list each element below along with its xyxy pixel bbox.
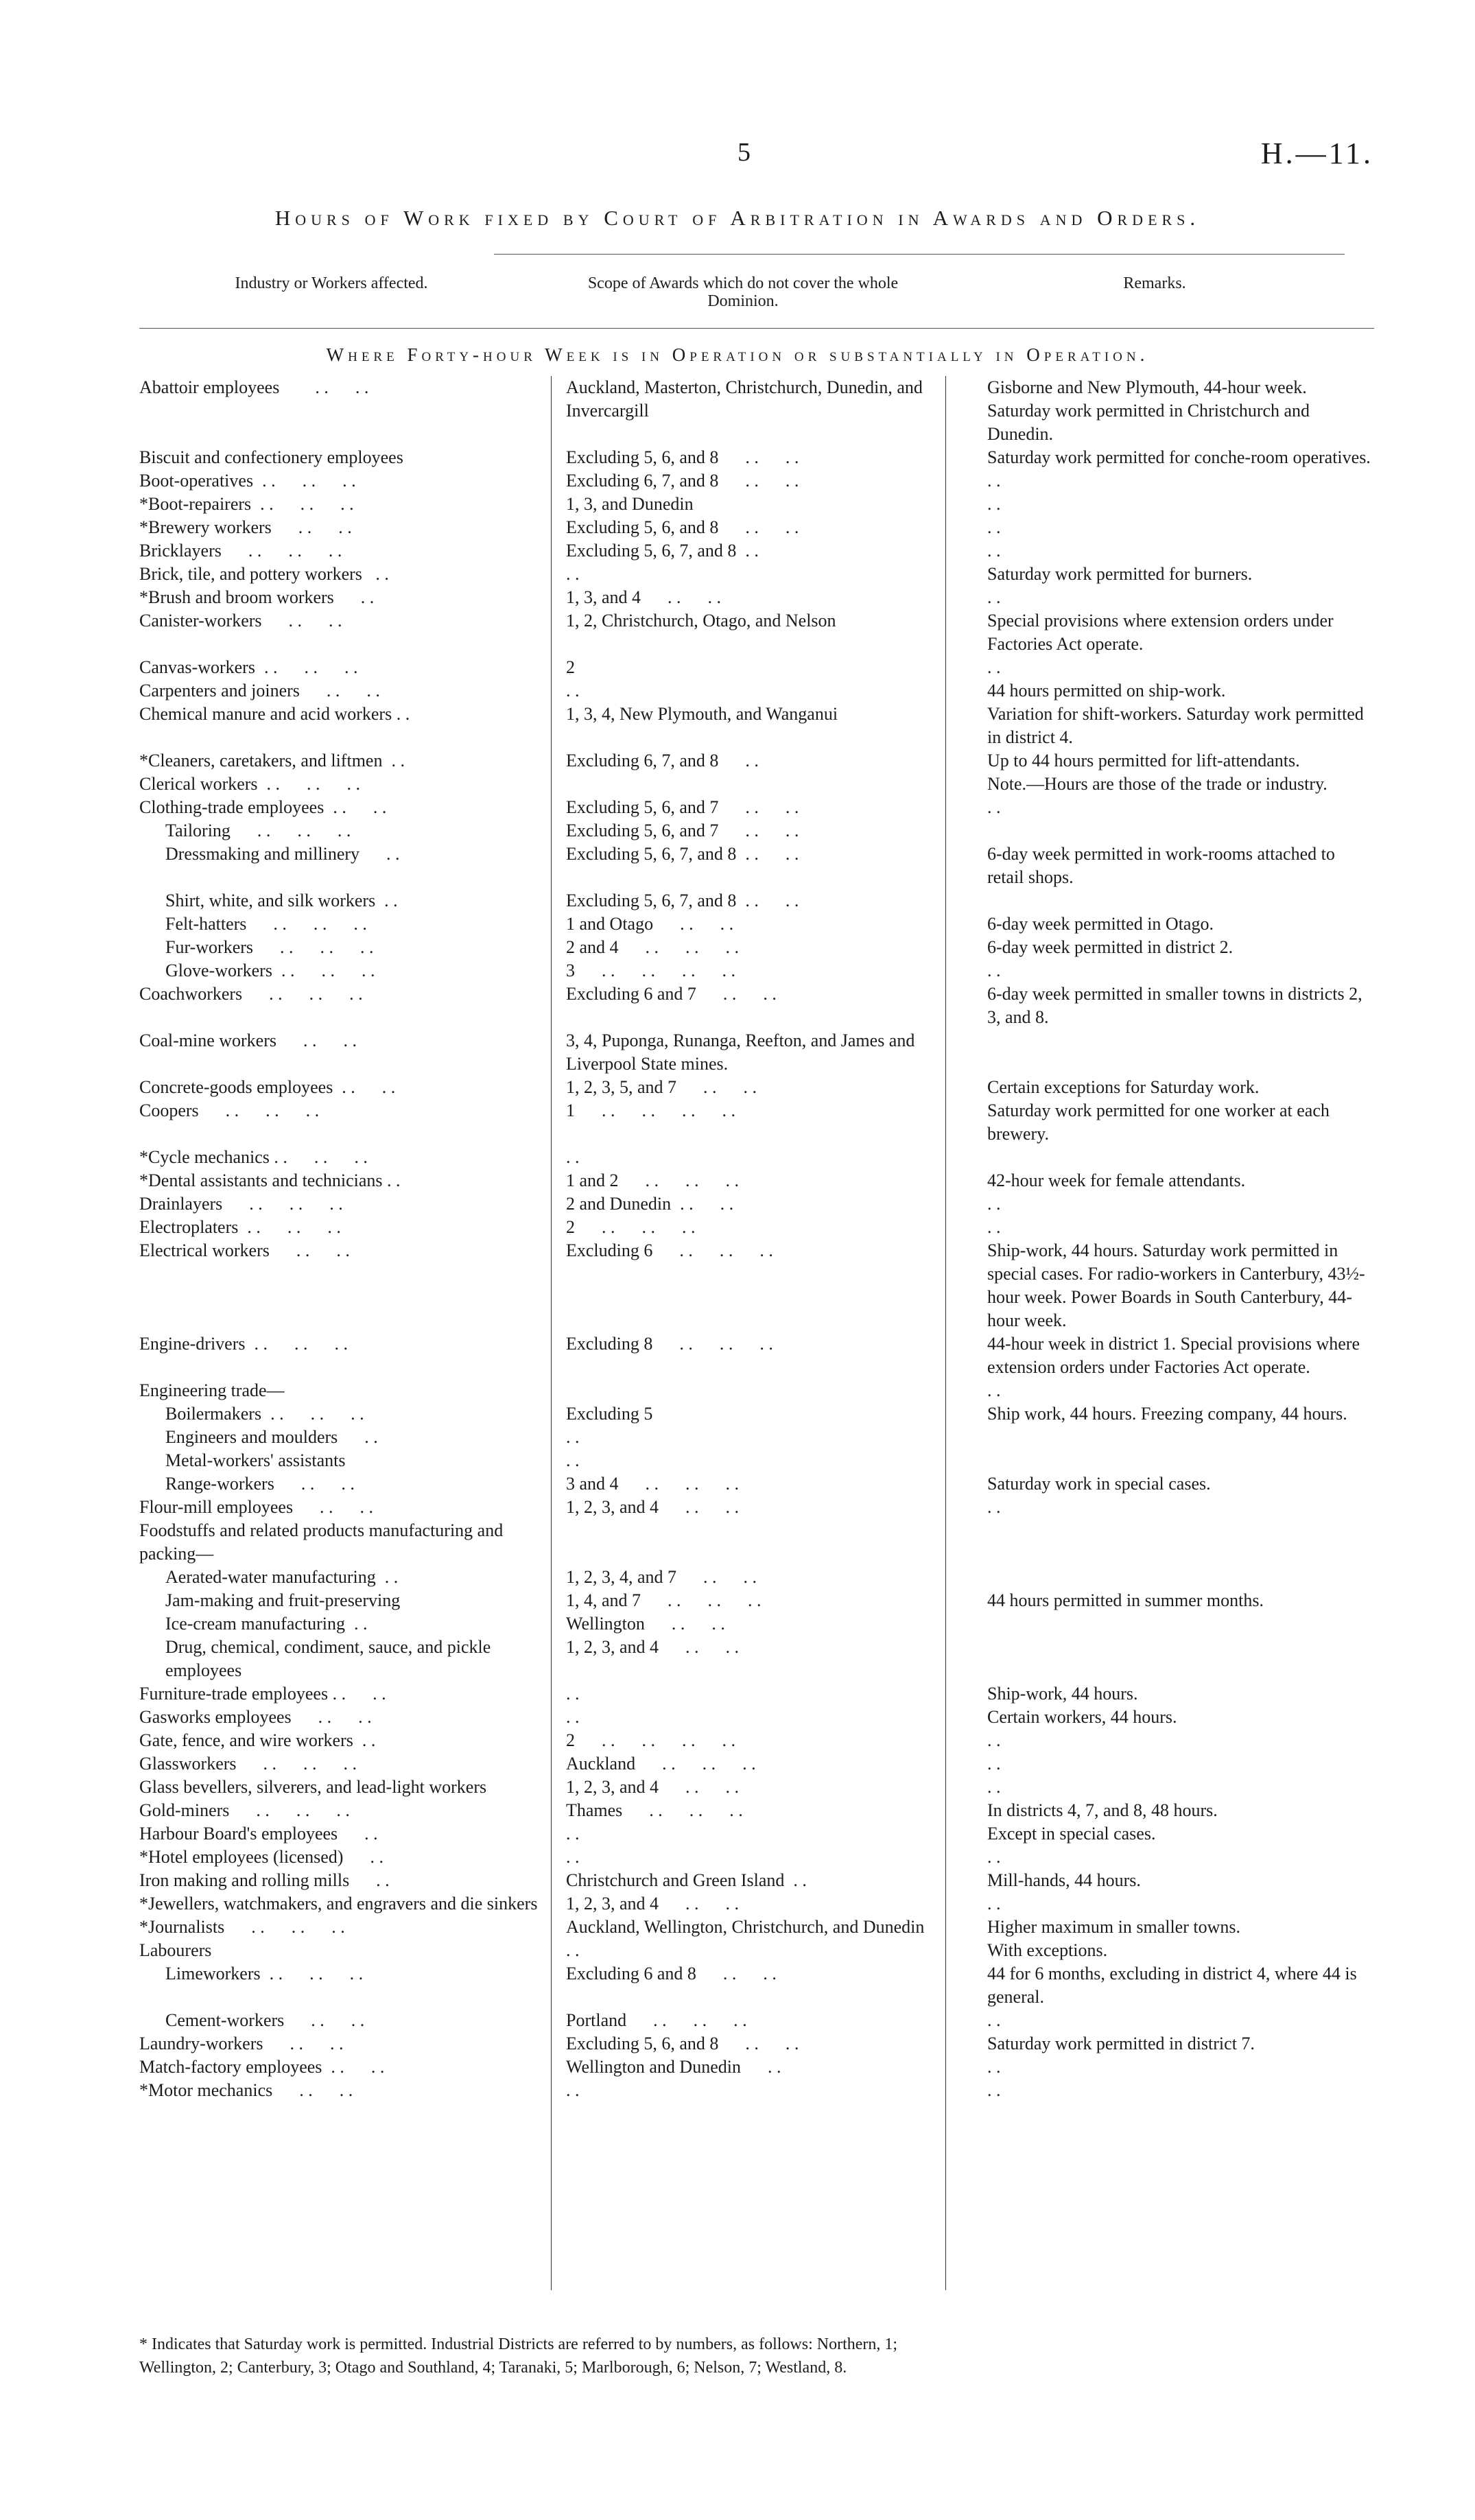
- table-row: [139, 469, 1374, 493]
- industry-cell: *Brush and broom workers . .: [139, 587, 375, 607]
- table-row: [139, 1776, 1374, 1799]
- table-row: [139, 1636, 1374, 1682]
- scope-cell: Excluding 6 . . . . . .: [566, 1240, 773, 1260]
- table-row: [139, 1799, 1374, 1822]
- scope-cell: . .: [566, 1427, 580, 1447]
- scope-cell: Excluding 5, 6, and 8 . . . .: [566, 447, 799, 467]
- scope-cell: 2: [566, 657, 575, 677]
- industry-cell: Flour-mill employees . . . .: [139, 1497, 374, 1517]
- industry-cell: Match-factory employees . . . .: [139, 2057, 385, 2077]
- remarks-cell: Note.—Hours are those of the trade or industry.: [987, 774, 1328, 794]
- table-row: [139, 1752, 1374, 1776]
- remarks-cell: 6-day week permitted in district 2.: [987, 937, 1234, 957]
- remarks-cell: Saturday work permitted for one worker at each brewery.: [987, 1100, 1334, 1144]
- table-row: [139, 609, 1374, 656]
- scope-cell: [551, 773, 963, 796]
- scope-cell: . .: [566, 1940, 580, 1960]
- industry-cell: *Hotel employees (licensed) . .: [139, 1847, 384, 1867]
- scope-cell: 1, 3, and Dunedin: [566, 494, 694, 514]
- scope-cell: 1, 2, 3, and 4 . . . .: [566, 1637, 740, 1657]
- remarks-cell: Up to 44 hours permitted for lift-attendants.: [987, 751, 1300, 770]
- industry-cell: Brick, tile, and pottery workers . .: [139, 564, 389, 584]
- remarks-cell: Saturday work permitted for burners.: [987, 564, 1253, 584]
- scope-cell: 1, 4, and 7 . . . . . .: [566, 1590, 762, 1610]
- scope-cell: . .: [566, 1147, 580, 1167]
- scope-cell: 1, 2, 3, 5, and 7 . . . .: [566, 1077, 757, 1097]
- remarks-cell: With exceptions.: [987, 1940, 1108, 1960]
- table-row: [139, 843, 1374, 889]
- remarks-cell: Certain workers, 44 hours.: [987, 1707, 1177, 1727]
- scope-cell: Excluding 5, 6, 7, and 8 . .: [566, 541, 759, 561]
- scope-cell: Wellington and Dunedin . .: [566, 2057, 781, 2077]
- table-row: [139, 703, 1374, 749]
- industry-cell: *Jewellers, watchmakers, and engravers and die sinkers: [139, 1894, 538, 1913]
- industry-cell: Laundry-workers . . . .: [139, 2034, 344, 2053]
- industry-cell: *Motor mechanics . . . .: [139, 2080, 353, 2100]
- industry-cell: Furniture-trade employees . . . .: [139, 1684, 386, 1704]
- table-row: [139, 2032, 1374, 2056]
- industry-cell: Tailoring . . . . . .: [165, 821, 351, 840]
- industry-cell: Engine-drivers . . . . . .: [139, 1334, 349, 1354]
- table-row: [139, 2056, 1374, 2079]
- remarks-cell: [963, 1519, 1374, 1566]
- scope-cell: 3 and 4 . . . . . .: [566, 1474, 740, 1494]
- remarks-cell: . .: [987, 517, 1001, 537]
- scope-cell: Excluding 5, 6, and 7 . . . .: [566, 797, 799, 817]
- scope-cell: 1, 2, 3, 4, and 7 . . . .: [566, 1567, 757, 1587]
- industry-cell: Drainlayers . . . . . .: [139, 1194, 343, 1214]
- table-row: [139, 1822, 1374, 1846]
- remarks-cell: [963, 1566, 1374, 1589]
- remarks-cell: Saturday work in special cases.: [987, 1474, 1211, 1494]
- hours-table: [139, 376, 1374, 2102]
- table-row: [139, 516, 1374, 539]
- industry-cell: Gate, fence, and wire workers . .: [139, 1730, 376, 1750]
- table-row: [139, 796, 1374, 819]
- industry-cell: Harbour Board's employees . .: [139, 1824, 378, 1844]
- industry-cell: Clerical workers . . . . . .: [139, 774, 361, 794]
- industry-cell: Coachworkers . . . . . .: [139, 984, 363, 1004]
- table-row: [139, 1846, 1374, 1869]
- remarks-cell: . .: [987, 1194, 1001, 1214]
- table-row: [139, 1216, 1374, 1239]
- scope-cell: . .: [566, 1684, 580, 1704]
- remarks-cell: 44 hours permitted in summer months.: [987, 1590, 1264, 1610]
- remarks-cell: . .: [987, 2010, 1001, 2030]
- scope-cell: 1, 3, and 4 . . . .: [566, 587, 722, 607]
- scope-cell: . .: [566, 681, 580, 700]
- table-row: [139, 2079, 1374, 2102]
- industry-cell: Gasworks employees . . . .: [139, 1707, 372, 1727]
- table-row: [139, 376, 1374, 446]
- remarks-cell: Saturday work permitted for conche-room operatives.: [987, 447, 1371, 467]
- scope-cell: 2 and Dunedin . . . .: [566, 1194, 734, 1214]
- scope-cell: 1 . . . . . . . .: [566, 1100, 735, 1120]
- scope-cell: Auckland . . . . . .: [566, 1754, 756, 1774]
- table-row: [139, 1706, 1374, 1729]
- column-header-industry: Industry or Workers affected.: [235, 274, 428, 292]
- remarks-cell: Saturday work permitted in district 7.: [987, 2034, 1255, 2053]
- scope-cell: 2 and 4 . . . . . .: [566, 937, 740, 957]
- remarks-cell: In districts 4, 7, and 8, 48 hours.: [987, 1800, 1218, 1820]
- remarks-cell: . .: [987, 1847, 1001, 1867]
- remarks-cell: [963, 1426, 1374, 1449]
- scope-cell: 1 and Otago . . . .: [566, 914, 734, 934]
- industry-cell: Glass bevellers, silverers, and lead-light workers: [139, 1777, 487, 1797]
- table-row: [139, 819, 1374, 843]
- header-rule-top: [494, 254, 1345, 255]
- industry-cell: Fur-workers . . . . . .: [165, 937, 374, 957]
- footnote-line-2: Wellington, 2; Canterbury, 3; Otago and Southland, 4; Taranaki, 5; Marlborough, 6; Nelson, 7; Westland, 8.: [139, 2359, 847, 2377]
- industry-cell: Biscuit and confectionery employees: [139, 447, 403, 467]
- scope-cell: Excluding 6, 7, and 8 . .: [566, 751, 759, 770]
- scope-cell: Excluding 5, 6, and 8 . . . .: [566, 2034, 799, 2053]
- remarks-cell: 44 for 6 months, excluding in district 4, where 44 is general.: [987, 1964, 1362, 2007]
- scope-cell: 1, 3, 4, New Plymouth, and Wanganui: [566, 704, 838, 724]
- remarks-cell: . .: [987, 1730, 1001, 1750]
- scope-cell: Excluding 5, 6, 7, and 8 . . . .: [566, 844, 799, 864]
- scope-cell: 1, 2, 3, and 4 . . . .: [566, 1497, 740, 1517]
- industry-cell: Abattoir employees . . . .: [139, 377, 369, 397]
- remarks-cell: [963, 1146, 1374, 1169]
- remarks-cell: . .: [987, 1380, 1001, 1400]
- scope-cell: . .: [566, 1824, 580, 1844]
- table-row: [139, 1589, 1374, 1612]
- table-row: [139, 982, 1374, 1029]
- remarks-cell: Ship work, 44 hours. Freezing company, 44 hours.: [987, 1404, 1347, 1424]
- remarks-cell: Mill-hands, 44 hours.: [987, 1870, 1141, 1890]
- industry-cell: Gold-miners . . . . . .: [139, 1800, 350, 1820]
- page-title: Hours of Work fixed by Court of Arbitration in Awards and Orders.: [274, 206, 1201, 230]
- table-row: [139, 1029, 1374, 1076]
- scope-cell: Excluding 5, 6, 7, and 8 . . . .: [566, 891, 799, 910]
- industry-cell: Shirt, white, and silk workers . .: [165, 891, 398, 910]
- industry-cell: Ice-cream manufacturing . .: [165, 1614, 368, 1634]
- industry-cell: Electroplaters . . . . . .: [139, 1217, 341, 1237]
- scope-cell: . .: [566, 564, 580, 584]
- remarks-cell: . .: [987, 1497, 1001, 1517]
- table-row: [139, 1729, 1374, 1752]
- column-header-scope: Scope of Awards which do not cover the whole Dominion.: [587, 274, 899, 310]
- industry-cell: *Dental assistants and technicians . .: [139, 1170, 401, 1190]
- scope-cell: Wellington . . . .: [566, 1614, 725, 1634]
- industry-cell: Engineering trade—: [139, 1380, 285, 1400]
- industry-cell: Engineers and moulders . .: [165, 1427, 378, 1447]
- scope-cell: 3 . . . . . . . .: [566, 961, 735, 980]
- remarks-cell: 44-hour week in district 1. Special provisions where extension orders under Factories Act operate.: [987, 1334, 1365, 1377]
- remarks-cell: . .: [987, 657, 1001, 677]
- remarks-cell: Ship-work, 44 hours. Saturday work permitted in special cases. For radio-workers in Canterbury, 43½-hour week. Power Boards in South Canterbury, 44-hour week.: [987, 1240, 1365, 1330]
- section-heading: Where Forty-hour Week is in Operation or substantially in Operation.: [326, 344, 1149, 365]
- page-number: 5: [738, 138, 751, 167]
- scope-cell: . .: [566, 1847, 580, 1867]
- scope-cell: 1, 2, 3, and 4 . . . .: [566, 1894, 740, 1913]
- industry-cell: Aerated-water manufacturing . .: [165, 1567, 399, 1587]
- scope-cell: . .: [566, 2080, 580, 2100]
- remarks-cell: [963, 819, 1374, 843]
- industry-cell: Electrical workers . . . .: [139, 1240, 350, 1260]
- industry-cell: Carpenters and joiners . . . .: [139, 681, 380, 700]
- industry-cell: Bricklayers . . . . . .: [139, 541, 342, 561]
- scope-cell: Excluding 6 and 8 . . . .: [566, 1964, 777, 1983]
- scope-cell: Thames . . . . . .: [566, 1800, 743, 1820]
- table-row: [139, 749, 1374, 773]
- remarks-cell: Certain exceptions for Saturday work.: [987, 1077, 1260, 1097]
- table-row: [139, 539, 1374, 563]
- remarks-cell: 44 hours permitted on ship-work.: [987, 681, 1226, 700]
- remarks-cell: . .: [987, 1754, 1001, 1774]
- remarks-cell: . .: [987, 587, 1001, 607]
- industry-cell: Boilermakers . . . . . .: [165, 1404, 364, 1424]
- industry-cell: Boot-operatives . . . . . .: [139, 471, 356, 491]
- industry-cell: Iron making and rolling mills . .: [139, 1870, 390, 1890]
- table-row: [139, 563, 1374, 586]
- industry-cell: Cement-workers . . . .: [165, 2010, 365, 2030]
- industry-cell: Concrete-goods employees . . . .: [139, 1077, 396, 1097]
- scope-cell: [551, 1519, 963, 1566]
- industry-cell: Felt-hatters . . . . . .: [165, 914, 367, 934]
- industry-cell: Foodstuffs and related products manufacturing and packing—: [139, 1520, 508, 1564]
- industry-cell: Glove-workers . . . . . .: [165, 961, 375, 980]
- remarks-cell: Higher maximum in smaller towns.: [987, 1917, 1241, 1937]
- table-row: [139, 1332, 1374, 1379]
- remarks-cell: Variation for shift-workers. Saturday work permitted in district 4.: [987, 704, 1369, 747]
- remarks-cell: 6-day week permitted in work-rooms attached to retail shops.: [987, 844, 1340, 887]
- industry-cell: *Cycle mechanics . . . . . .: [139, 1147, 368, 1167]
- table-row: [139, 1379, 1374, 1402]
- industry-cell: *Boot-repairers . . . . . .: [139, 494, 354, 514]
- scope-cell: . .: [566, 1450, 580, 1470]
- table-row: [139, 889, 1374, 912]
- industry-cell: *Journalists . . . . . .: [139, 1917, 345, 1937]
- scope-cell: Portland . . . . . .: [566, 2010, 747, 2030]
- scope-cell: Excluding 6 and 7 . . . .: [566, 984, 777, 1004]
- scope-cell: Excluding 5, 6, and 7 . . . .: [566, 821, 799, 840]
- scope-cell: Auckland, Wellington, Christchurch, and Dunedin: [566, 1917, 925, 1937]
- scope-cell: Auckland, Masterton, Christchurch, Dunedin, and Invercargill: [566, 377, 928, 421]
- remarks-cell: . .: [987, 2057, 1001, 2077]
- table-row: [139, 959, 1374, 982]
- table-row: [139, 1472, 1374, 1496]
- industry-cell: Limeworkers . . . . . .: [165, 1964, 364, 1983]
- industry-cell: Dressmaking and millinery . .: [165, 844, 400, 864]
- table-row: [139, 2009, 1374, 2032]
- table-row: [139, 586, 1374, 609]
- remarks-cell: . .: [987, 471, 1001, 491]
- scope-cell: Christchurch and Green Island . .: [566, 1870, 807, 1890]
- industry-cell: Clothing-trade employees . . . .: [139, 797, 387, 817]
- table-row: [139, 912, 1374, 936]
- table-row: [139, 1239, 1374, 1332]
- table-row: [139, 679, 1374, 703]
- remarks-cell: . .: [987, 961, 1001, 980]
- scope-cell: Excluding 5: [566, 1404, 653, 1424]
- table-row: [139, 936, 1374, 959]
- scope-cell: [551, 1379, 963, 1402]
- industry-cell: Labourers: [139, 1940, 212, 1960]
- table-row: [139, 773, 1374, 796]
- table-row: [139, 1099, 1374, 1146]
- table-row: [139, 1916, 1374, 1939]
- table-row: [139, 1939, 1374, 1962]
- table-row: [139, 1496, 1374, 1519]
- remarks-cell: [963, 1612, 1374, 1636]
- remarks-cell: . .: [987, 494, 1001, 514]
- remarks-cell: Ship-work, 44 hours.: [987, 1684, 1138, 1704]
- industry-cell: Glassworkers . . . . . .: [139, 1754, 357, 1774]
- table-row: [139, 1426, 1374, 1449]
- industry-cell: Chemical manure and acid workers . .: [139, 704, 410, 724]
- remarks-cell: 42-hour week for female attendants.: [987, 1170, 1246, 1190]
- industry-cell: Canister-workers . . . .: [139, 611, 342, 631]
- remarks-cell: . .: [987, 541, 1001, 561]
- scope-cell: Excluding 5, 6, and 8 . . . .: [566, 517, 799, 537]
- industry-cell: *Cleaners, caretakers, and liftmen . .: [139, 751, 405, 770]
- table-row: [139, 1612, 1374, 1636]
- table-row: [139, 446, 1374, 469]
- table-row: [139, 493, 1374, 516]
- table-row: [139, 1192, 1374, 1216]
- scope-cell: 1, 2, 3, and 4 . . . .: [566, 1777, 740, 1797]
- remarks-cell: 6-day week permitted in Otago.: [987, 914, 1214, 934]
- remarks-cell: . .: [987, 1777, 1001, 1797]
- table-row: [139, 1519, 1374, 1566]
- remarks-cell: Gisborne and New Plymouth, 44-hour week. Saturday work permitted in Christchurch and Dunedin.: [987, 377, 1314, 444]
- document-code: H.—11.: [1260, 137, 1373, 170]
- table-row: [139, 1169, 1374, 1192]
- scope-cell: Excluding 8 . . . . . .: [566, 1334, 773, 1354]
- industry-cell: Drug, chemical, condiment, sauce, and pickle employees: [165, 1637, 495, 1680]
- footnote: [139, 2333, 1381, 2379]
- industry-cell: Metal-workers' assistants: [165, 1450, 346, 1470]
- remarks-cell: Except in special cases.: [987, 1824, 1156, 1844]
- industry-cell: Coal-mine workers . . . .: [139, 1031, 357, 1050]
- remarks-cell: . .: [987, 1217, 1001, 1237]
- table-row: [139, 1402, 1374, 1426]
- table-row: [139, 1892, 1374, 1916]
- remarks-cell: [963, 1636, 1374, 1682]
- industry-cell: *Brewery workers . . . .: [139, 517, 352, 537]
- remarks-cell: . .: [987, 2080, 1001, 2100]
- footnote-line-1: * Indicates that Saturday work is permitted. Industrial Districts are referred to by numbers, as follows: Northern, 1;: [139, 2335, 898, 2353]
- remarks-cell: [963, 1449, 1374, 1472]
- header-rule-bottom: [139, 328, 1374, 329]
- table-row: [139, 656, 1374, 679]
- remarks-cell: 6-day week permitted in smaller towns in districts 2, 3, and 8.: [987, 984, 1367, 1027]
- scope-cell: 2 . . . . . .: [566, 1217, 696, 1237]
- industry-cell: Coopers . . . . . .: [139, 1100, 320, 1120]
- scope-cell: 1, 2, Christchurch, Otago, and Nelson: [566, 611, 836, 631]
- industry-cell: Jam-making and fruit-preserving: [165, 1590, 401, 1610]
- remarks-cell: Special provisions where extension orders under Factories Act operate.: [987, 611, 1338, 654]
- industry-cell: Range-workers . . . .: [165, 1474, 355, 1494]
- remarks-cell: . .: [987, 797, 1001, 817]
- table-row: [139, 1682, 1374, 1706]
- remarks-cell: [963, 889, 1374, 912]
- remarks-cell: [963, 1029, 1374, 1076]
- scope-cell: Excluding 6, 7, and 8 . . . .: [566, 471, 799, 491]
- scope-cell: 1 and 2 . . . . . .: [566, 1170, 740, 1190]
- table-row: [139, 1449, 1374, 1472]
- industry-cell: Canvas-workers . . . . . .: [139, 657, 358, 677]
- table-row: [139, 1076, 1374, 1099]
- table-row: [139, 1146, 1374, 1169]
- table-row: [139, 1869, 1374, 1892]
- scope-cell: . .: [566, 1707, 580, 1727]
- column-header-remarks: Remarks.: [1123, 274, 1186, 292]
- remarks-cell: . .: [987, 1894, 1001, 1913]
- scope-cell: 2 . . . . . . . .: [566, 1730, 735, 1750]
- table-row: [139, 1962, 1374, 2009]
- table-row: [139, 1566, 1374, 1589]
- scope-cell: 3, 4, Puponga, Runanga, Reefton, and James and Liverpool State mines.: [566, 1031, 919, 1074]
